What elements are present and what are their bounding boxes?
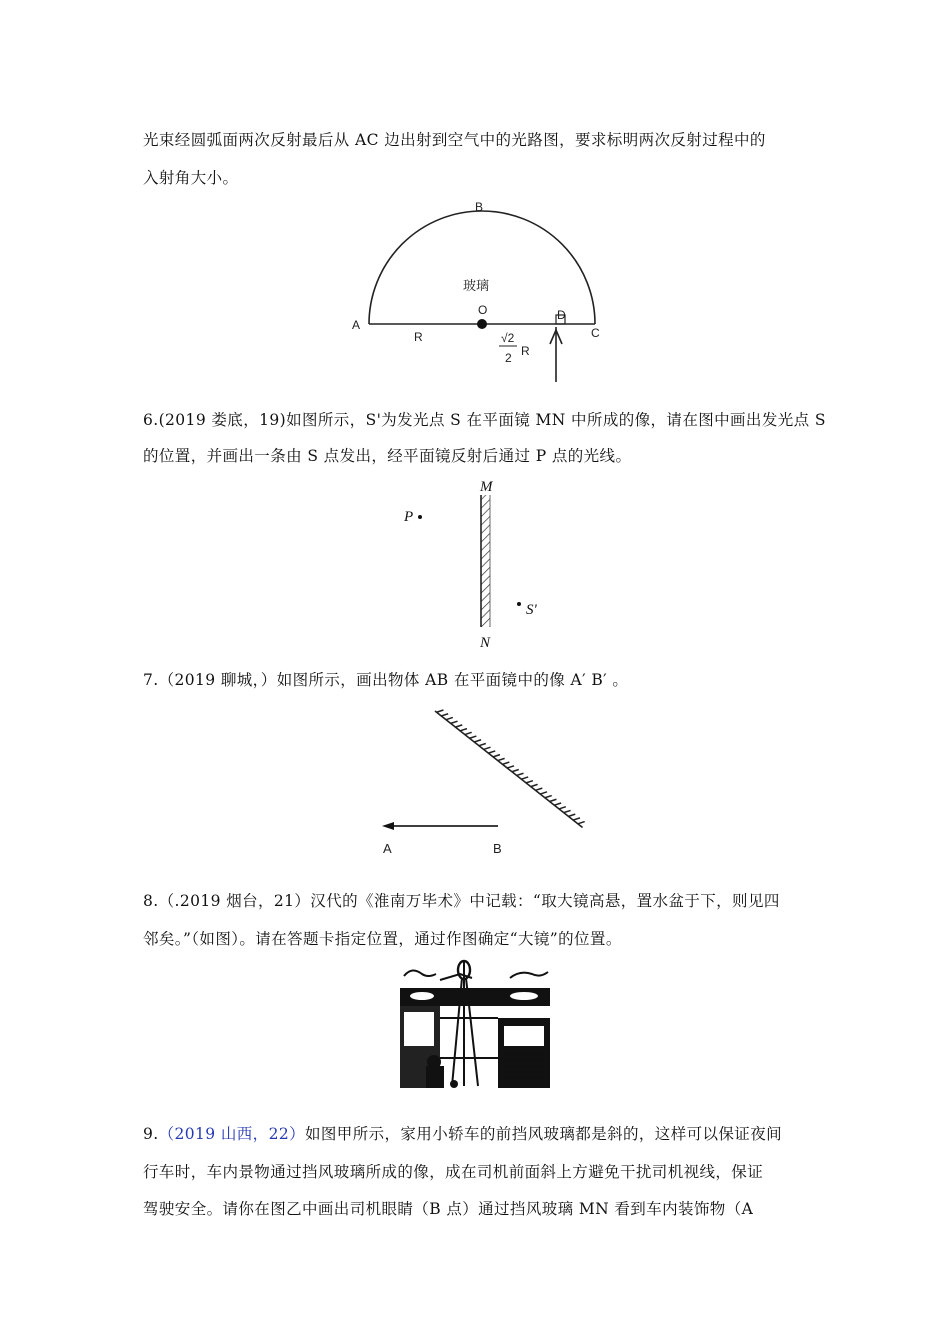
q6-text-line-2: 的位置，并画出一条由 S 点发出，经平面镜反射后通过 P 点的光线。: [143, 447, 632, 465]
q6-mirror-figure: [395, 475, 575, 655]
label-p: P: [404, 509, 414, 525]
label-r: R: [414, 330, 423, 344]
q8-ancient-illustration: [400, 958, 550, 1088]
fraction-r: R: [521, 344, 530, 358]
q5-text-line-2: 入射角大小。: [143, 169, 239, 187]
mirror-hatching: [481, 495, 490, 627]
label-a: A: [383, 841, 392, 856]
label-b: B: [493, 841, 502, 856]
slanted-mirror-surface: [435, 711, 583, 828]
q7-mirror-figure: [370, 700, 600, 860]
q9-text-line-2: 行车时，车内景物通过挡风玻璃所成的像，成在司机前面斜上方避免干扰司机视线，保证: [143, 1163, 764, 1181]
q9-text-line-1: [143, 1122, 782, 1144]
q9-number: 9.: [143, 1125, 159, 1143]
q6-text-line-1: 6.(2019 娄底，19)如图所示，S'为发光点 S 在平面镜 MN 中所成的像，请在图中画出发光点 S: [143, 411, 826, 429]
slanted-mirror-hatching: [437, 708, 585, 827]
q8-text-line-1: 8.（.2019 烟台，21）汉代的《淮南万毕术》中记载：“取大镜高悬，置水盆于下，则见四: [143, 892, 780, 910]
q8-text-line-2: 邻矣。”（如图）。请在答题卡指定位置，通过作图确定“大镜”的位置。: [143, 930, 622, 948]
label-glass: 玻璃: [463, 279, 490, 294]
label-b: B: [475, 200, 484, 214]
fraction-denominator: 2: [505, 351, 512, 365]
q9-line1-rest: 如图甲所示，家用小轿车的前挡风玻璃都是斜的，这样可以保证夜间: [305, 1125, 783, 1143]
q7-text-line-1: 7.（2019 聊城，）如图所示，画出物体 AB 在平面镜中的像 A′ B′ 。: [143, 671, 629, 689]
q9-text-line-3: 驾驶安全。请你在图乙中画出司机眼睛（B 点）通过挡风玻璃 MN 看到车内装饰物（A: [143, 1200, 754, 1218]
q5-semicircle-figure: [340, 196, 640, 386]
label-o: O: [478, 303, 488, 317]
point-p: [418, 515, 422, 519]
object-ab-arrowhead: [382, 822, 394, 830]
label-c: C: [591, 326, 600, 340]
fraction-numerator: √2: [501, 331, 515, 345]
label-d: D: [557, 308, 566, 322]
center-point-o: [477, 319, 487, 329]
label-s-image: S': [526, 602, 537, 618]
q9-source-link[interactable]: （2019 山西，22）: [158, 1125, 305, 1143]
label-a: A: [352, 318, 361, 332]
q5-text-line-1: 光束经圆弧面两次反射最后从 AC 边出射到空气中的光路图，要求标明两次反射过程中的: [143, 131, 766, 149]
label-n: N: [480, 635, 491, 651]
point-s-image: [517, 602, 521, 606]
label-m: M: [480, 479, 493, 495]
